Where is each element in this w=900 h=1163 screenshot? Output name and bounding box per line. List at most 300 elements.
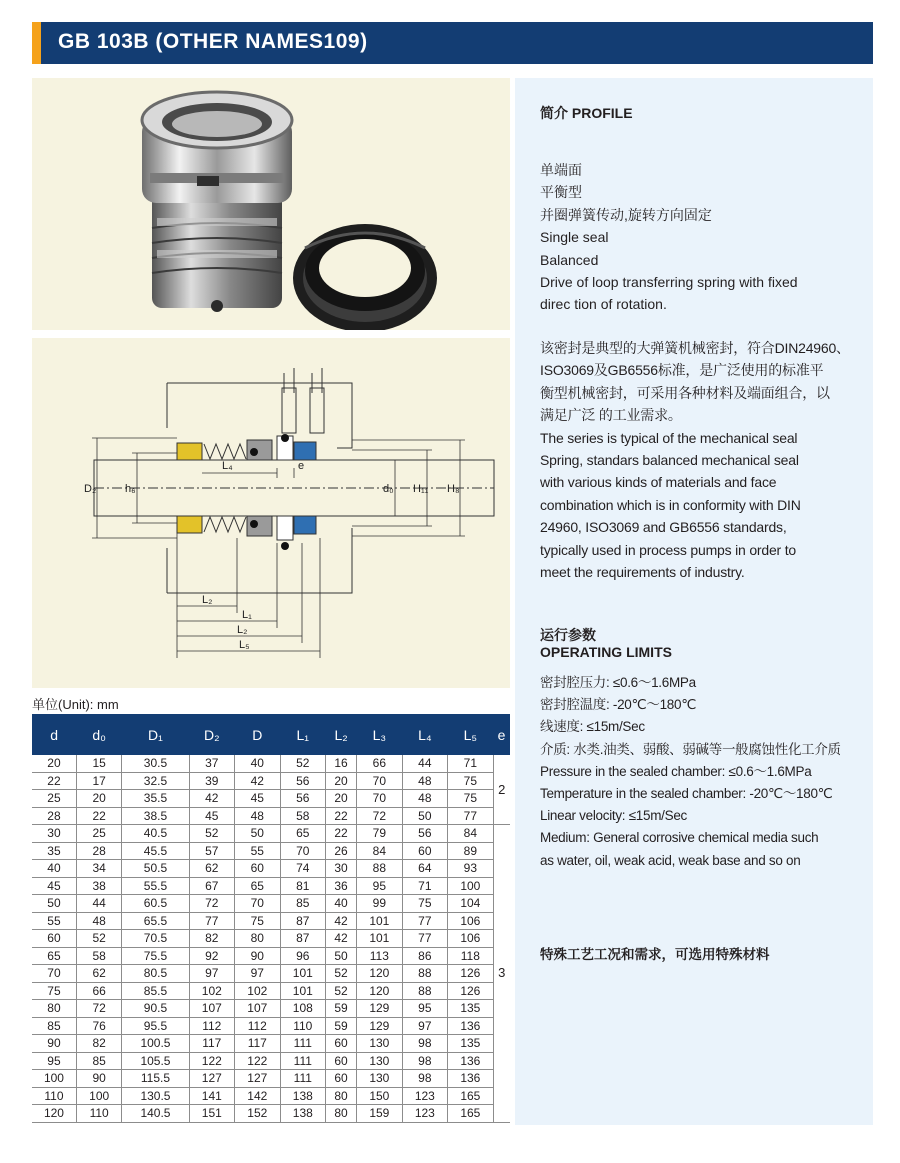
table-cell: 36	[326, 877, 357, 895]
paragraph-line: 该密封是典型的大弹簧机械密封，符合DIN24960、	[540, 340, 850, 356]
table-cell: 22	[76, 807, 122, 825]
table-cell: 52	[326, 965, 357, 983]
table-cell: 99	[357, 895, 403, 913]
table-cell: 22	[326, 807, 357, 825]
table-cell: 77	[402, 912, 448, 930]
table-cell: 115.5	[122, 1070, 189, 1088]
table-cell: 85.5	[122, 982, 189, 1000]
table-cell: 40	[326, 895, 357, 913]
paragraph-line: typically used in process pumps in order to	[540, 541, 796, 558]
table-cell: 90.5	[122, 1000, 189, 1018]
table-cell: 59	[326, 1000, 357, 1018]
col-header: D₂	[189, 714, 235, 755]
table-cell: 129	[357, 1000, 403, 1018]
table-cell: 107	[235, 1000, 281, 1018]
table-row	[32, 1070, 510, 1088]
operating-line: Linear velocity: ≤15m/Sec	[540, 808, 687, 824]
table-cell: 130	[357, 1035, 403, 1053]
table-cell: 100	[32, 1070, 76, 1088]
profile-line: Single seal	[540, 229, 609, 246]
table-body	[32, 755, 510, 1122]
table-cell: 88	[357, 860, 403, 878]
table-cell: 112	[189, 1017, 235, 1035]
profile-cn-paragraph	[540, 337, 870, 583]
table-row	[32, 930, 510, 948]
table-cell: 66	[357, 755, 403, 772]
table-cell: 130	[357, 1070, 403, 1088]
label-l2-b: L₂	[237, 624, 248, 636]
table-cell: 89	[448, 842, 494, 860]
table-cell: 98	[402, 1035, 448, 1053]
table-cell: 129	[357, 1017, 403, 1035]
table-cell: 56	[280, 772, 326, 790]
table-cell: 72	[189, 895, 235, 913]
table-cell: 75	[235, 912, 281, 930]
table-cell: 85	[280, 895, 326, 913]
table-cell: 136	[448, 1070, 494, 1088]
table-cell: 113	[357, 947, 403, 965]
paragraph-line: Spring, standars balanced mechanical seal	[540, 452, 799, 469]
table-cell: 82	[189, 930, 235, 948]
table-cell: 122	[235, 1052, 281, 1070]
table-cell: 90	[32, 1035, 76, 1053]
operating-lines	[540, 672, 841, 872]
label-h8: H₈	[447, 483, 460, 495]
table-cell: 67	[189, 877, 235, 895]
table-cell: 30.5	[122, 755, 189, 772]
table-cell: 138	[280, 1105, 326, 1123]
table-cell: 130.5	[122, 1087, 189, 1105]
table-cell: 37	[189, 755, 235, 772]
table-cell: 117	[235, 1035, 281, 1053]
table-cell: 97	[235, 965, 281, 983]
table-cell: 60	[326, 1035, 357, 1053]
table-cell: 110	[32, 1087, 76, 1105]
table-cell: 81	[280, 877, 326, 895]
table-cell: 151	[189, 1105, 235, 1123]
table-cell: 104	[448, 895, 494, 913]
table-cell: 52	[326, 982, 357, 1000]
table-cell: 120	[357, 982, 403, 1000]
label-h11: H₁₁	[413, 483, 429, 495]
table-cell: 58	[76, 947, 122, 965]
table-cell: 22	[326, 825, 357, 843]
table-cell: 95.5	[122, 1017, 189, 1035]
table-cell: 88	[402, 982, 448, 1000]
table-cell: 65.5	[122, 912, 189, 930]
table-cell: 126	[448, 965, 494, 983]
table-cell: 55	[32, 912, 76, 930]
table-cell: 135	[448, 1035, 494, 1053]
table-cell: 32.5	[122, 772, 189, 790]
table-cell: 120	[32, 1105, 76, 1123]
table-cell: 64	[402, 860, 448, 878]
table-cell: 100.5	[122, 1035, 189, 1053]
table-cell: 123	[402, 1105, 448, 1123]
table-cell: 76	[76, 1017, 122, 1035]
table-cell: 130	[357, 1052, 403, 1070]
table-cell: 60	[235, 860, 281, 878]
operating-line: 密封腔压力: ≤0.6～1.6MPa	[540, 675, 696, 690]
table-cell: 97	[189, 965, 235, 983]
table-row	[32, 982, 510, 1000]
table-cell: 136	[448, 1052, 494, 1070]
table-row	[32, 1087, 510, 1105]
table-cell: 101	[280, 965, 326, 983]
table-cell: 126	[448, 982, 494, 1000]
table-cell: 77	[189, 912, 235, 930]
table-cell: 136	[448, 1017, 494, 1035]
col-header: L₂	[326, 714, 357, 755]
table-cell: 42	[326, 930, 357, 948]
table-cell: 42	[189, 790, 235, 808]
special-note: 特殊工艺工况和需求，可选用特殊材料	[540, 947, 770, 962]
table-cell: 20	[76, 790, 122, 808]
table-cell: 25	[32, 790, 76, 808]
table-cell: 71	[402, 877, 448, 895]
profile-line: direc tion of rotation.	[540, 296, 667, 313]
table-cell: 65	[235, 877, 281, 895]
table-cell: 159	[357, 1105, 403, 1123]
table-cell-e: 2	[493, 755, 510, 825]
table-cell: 71	[448, 755, 494, 772]
paragraph-line: 24960, ISO3069 and GB6556 standards,	[540, 519, 787, 536]
table-cell: 56	[402, 825, 448, 843]
table-cell: 90	[235, 947, 281, 965]
table-row	[32, 1035, 510, 1053]
page-title: GB 103B (OTHER NAMES109)	[58, 30, 368, 53]
table-row	[32, 947, 510, 965]
table-cell: 75	[402, 895, 448, 913]
col-header: L₄	[402, 714, 448, 755]
paragraph-line: The series is typical of the mechanical seal	[540, 429, 798, 446]
table-cell: 97	[402, 1017, 448, 1035]
table-cell: 82	[76, 1035, 122, 1053]
table-cell: 92	[189, 947, 235, 965]
table-cell: 74	[280, 860, 326, 878]
table-row	[32, 965, 510, 983]
table-cell: 70.5	[122, 930, 189, 948]
paragraph-line: combination which is in conformity with DIN	[540, 496, 801, 513]
table-cell: 35.5	[122, 790, 189, 808]
table-cell: 142	[235, 1087, 281, 1105]
table-cell: 66	[76, 982, 122, 1000]
table-cell: 70	[280, 842, 326, 860]
table-cell: 17	[76, 772, 122, 790]
table-cell: 96	[280, 947, 326, 965]
label-l1: L₁	[242, 609, 252, 621]
table-cell: 80	[32, 1000, 76, 1018]
paragraph-line: ISO3069及GB6556标准，是广泛使用的标准平	[540, 362, 824, 379]
col-header: d₀	[76, 714, 122, 755]
table-cell: 79	[357, 825, 403, 843]
table-cell: 102	[189, 982, 235, 1000]
table-cell: 20	[326, 772, 357, 790]
table-row	[32, 807, 510, 825]
table-cell: 102	[235, 982, 281, 1000]
table-cell: 100	[448, 877, 494, 895]
table-cell: 98	[402, 1070, 448, 1088]
table-cell: 28	[32, 807, 76, 825]
label-l4: L₄	[222, 460, 233, 472]
profile-line: Drive of loop transferring spring with fixed	[540, 274, 798, 291]
table-cell: 30	[326, 860, 357, 878]
col-header: L₅	[448, 714, 494, 755]
table-cell: 50	[32, 895, 76, 913]
table-cell: 93	[448, 860, 494, 878]
table-cell: 127	[235, 1070, 281, 1088]
table-cell: 112	[235, 1017, 281, 1035]
table-cell: 95	[402, 1000, 448, 1018]
profile-heading: 简介 PROFILE	[540, 105, 633, 121]
table-cell: 111	[280, 1070, 326, 1088]
label-l2-a: L₂	[202, 594, 213, 606]
table-cell: 75	[448, 772, 494, 790]
profile-lines	[540, 159, 870, 316]
table-cell: 106	[448, 912, 494, 930]
table-cell: 111	[280, 1052, 326, 1070]
table-cell: 110	[76, 1105, 122, 1123]
operating-heading-en: OPERATING LIMITS	[540, 644, 672, 660]
table-cell: 107	[189, 1000, 235, 1018]
table-cell: 22	[32, 772, 76, 790]
table-cell: 50	[235, 825, 281, 843]
table-row	[32, 755, 510, 772]
table-cell: 140.5	[122, 1105, 189, 1123]
table-cell: 45	[189, 807, 235, 825]
table-cell: 55	[235, 842, 281, 860]
table-cell: 70	[32, 965, 76, 983]
operating-line: as water, oil, weak acid, weak base and so on	[540, 852, 801, 868]
table-cell: 44	[402, 755, 448, 772]
table-cell: 56	[280, 790, 326, 808]
product-photo	[32, 78, 510, 330]
operating-line: Temperature in the sealed chamber: -20℃～180℃	[540, 786, 833, 802]
table-row	[32, 860, 510, 878]
label-e: e	[298, 460, 305, 472]
col-header: D₁	[122, 714, 189, 755]
mechanical-seal-photo	[32, 78, 510, 330]
table-cell: 25	[76, 825, 122, 843]
table-cell: 72	[357, 807, 403, 825]
table-cell: 45	[235, 790, 281, 808]
table-cell: 80	[235, 930, 281, 948]
col-header: e	[493, 714, 510, 755]
table-cell: 95	[32, 1052, 76, 1070]
table-cell: 48	[402, 790, 448, 808]
title-bar	[32, 22, 873, 64]
table-cell: 39	[189, 772, 235, 790]
table-cell: 87	[280, 930, 326, 948]
table-cell: 90	[76, 1070, 122, 1088]
paragraph-line: 衡型机械密封，可采用各种材料及端面组合，以	[540, 384, 830, 401]
table-cell: 77	[448, 807, 494, 825]
table-cell: 38.5	[122, 807, 189, 825]
table-cell: 80.5	[122, 965, 189, 983]
table-cell: 52	[189, 825, 235, 843]
col-header: D	[235, 714, 281, 755]
table-row	[32, 842, 510, 860]
table-cell: 111	[280, 1035, 326, 1053]
table-cell: 44	[76, 895, 122, 913]
paragraph-line: with various kinds of materials and face	[540, 474, 777, 491]
table-row	[32, 895, 510, 913]
table-cell: 34	[76, 860, 122, 878]
table-cell: 52	[76, 930, 122, 948]
table-cell: 165	[448, 1087, 494, 1105]
dimension-table	[32, 714, 510, 1123]
table-cell: 52	[280, 755, 326, 772]
profile-line: Balanced	[540, 251, 599, 268]
table-cell: 57	[189, 842, 235, 860]
table-cell: 65	[32, 947, 76, 965]
table-cell: 87	[280, 912, 326, 930]
table-cell: 141	[189, 1087, 235, 1105]
table-cell: 84	[357, 842, 403, 860]
table-cell: 55.5	[122, 877, 189, 895]
label-l5: L₅	[239, 639, 250, 651]
table-cell: 117	[189, 1035, 235, 1053]
table-cell: 95	[357, 877, 403, 895]
table-header-row	[32, 714, 510, 755]
table-cell: 75	[32, 982, 76, 1000]
table-cell: 35	[32, 842, 76, 860]
label-h6: h₆	[125, 483, 136, 495]
col-header: L₃	[357, 714, 403, 755]
table-cell: 120	[357, 965, 403, 983]
table-cell: 70	[357, 790, 403, 808]
table-cell: 50.5	[122, 860, 189, 878]
technical-drawing	[32, 338, 510, 688]
table-cell: 80	[326, 1105, 357, 1123]
table-cell: 150	[357, 1087, 403, 1105]
operating-line: Medium: General corrosive chemical media such	[540, 830, 819, 846]
operating-line: 密封腔温度: -20℃～180℃	[540, 697, 697, 713]
table-cell: 127	[189, 1070, 235, 1088]
table-cell: 88	[402, 965, 448, 983]
table-row	[32, 772, 510, 790]
table-cell: 48	[402, 772, 448, 790]
table-cell: 80	[326, 1087, 357, 1105]
table-row	[32, 877, 510, 895]
table-cell: 40	[32, 860, 76, 878]
seal-cross-section-drawing	[32, 338, 510, 688]
table-cell: 59	[326, 1017, 357, 1035]
table-cell: 75.5	[122, 947, 189, 965]
table-cell: 101	[357, 912, 403, 930]
table-cell: 98	[402, 1052, 448, 1070]
table-row	[32, 790, 510, 808]
table-cell: 70	[357, 772, 403, 790]
table-cell: 75	[448, 790, 494, 808]
table-cell-e: 3	[493, 825, 510, 1123]
table-cell: 165	[448, 1105, 494, 1123]
table-cell: 15	[76, 755, 122, 772]
table-cell: 20	[32, 755, 76, 772]
table-row	[32, 825, 510, 843]
table-cell: 48	[235, 807, 281, 825]
table-cell: 86	[402, 947, 448, 965]
table-cell: 26	[326, 842, 357, 860]
table-cell: 152	[235, 1105, 281, 1123]
table-cell: 105.5	[122, 1052, 189, 1070]
table-cell: 60.5	[122, 895, 189, 913]
profile-line: 单端面	[540, 162, 582, 178]
table-cell: 77	[402, 930, 448, 948]
table-cell: 70	[235, 895, 281, 913]
label-d2: D₂	[84, 483, 97, 495]
profile-line: 并圈弹簧传动,旋转方向固定	[540, 206, 712, 223]
table-cell: 106	[448, 930, 494, 948]
table-row	[32, 1052, 510, 1070]
col-header: L₁	[280, 714, 326, 755]
table-cell: 135	[448, 1000, 494, 1018]
table-cell: 20	[326, 790, 357, 808]
table-cell: 58	[280, 807, 326, 825]
operating-line: Pressure in the sealed chamber: ≤0.6～1.6MPa	[540, 763, 812, 779]
table-cell: 40	[235, 755, 281, 772]
table-cell: 60	[402, 842, 448, 860]
table-cell: 85	[76, 1052, 122, 1070]
table-cell: 138	[280, 1087, 326, 1105]
table-cell: 45.5	[122, 842, 189, 860]
table-cell: 16	[326, 755, 357, 772]
table-cell: 42	[235, 772, 281, 790]
table-cell: 28	[76, 842, 122, 860]
table-cell: 65	[280, 825, 326, 843]
table-cell: 40.5	[122, 825, 189, 843]
table-cell: 101	[280, 982, 326, 1000]
table-cell: 50	[402, 807, 448, 825]
operating-line: 线速度: ≤15m/Sec	[540, 719, 645, 735]
table-cell: 118	[448, 947, 494, 965]
table-row	[32, 1105, 510, 1123]
table-row	[32, 912, 510, 930]
table-cell: 62	[76, 965, 122, 983]
table-cell: 84	[448, 825, 494, 843]
table-cell: 110	[280, 1017, 326, 1035]
table-cell: 60	[326, 1070, 357, 1088]
table-cell: 72	[76, 1000, 122, 1018]
table-cell: 30	[32, 825, 76, 843]
operating-line: 介质: 水类.油类、弱酸、弱碱等一般腐蚀性化工介质	[540, 741, 841, 757]
table-cell: 48	[76, 912, 122, 930]
table-cell: 62	[189, 860, 235, 878]
table-cell: 60	[32, 930, 76, 948]
table-cell: 50	[326, 947, 357, 965]
title-accent	[32, 22, 41, 64]
label-d0: d₀	[383, 483, 394, 495]
table-row	[32, 1017, 510, 1035]
table-cell: 38	[76, 877, 122, 895]
table-cell: 42	[326, 912, 357, 930]
table-row	[32, 1000, 510, 1018]
paragraph-line: meet the requirements of industry.	[540, 564, 745, 581]
table-cell: 85	[32, 1017, 76, 1035]
col-header: d	[32, 714, 76, 755]
operating-heading-cn: 运行参数	[540, 627, 596, 643]
table-cell: 123	[402, 1087, 448, 1105]
table-cell: 100	[76, 1087, 122, 1105]
table-cell: 60	[326, 1052, 357, 1070]
table-cell: 101	[357, 930, 403, 948]
table-cell: 108	[280, 1000, 326, 1018]
profile-line: 平衡型	[540, 184, 582, 201]
table-cell: 122	[189, 1052, 235, 1070]
paragraph-line: 满足广泛 的工业需求。	[540, 407, 682, 424]
table-cell: 45	[32, 877, 76, 895]
unit-label: 单位(Unit): mm	[32, 697, 119, 712]
